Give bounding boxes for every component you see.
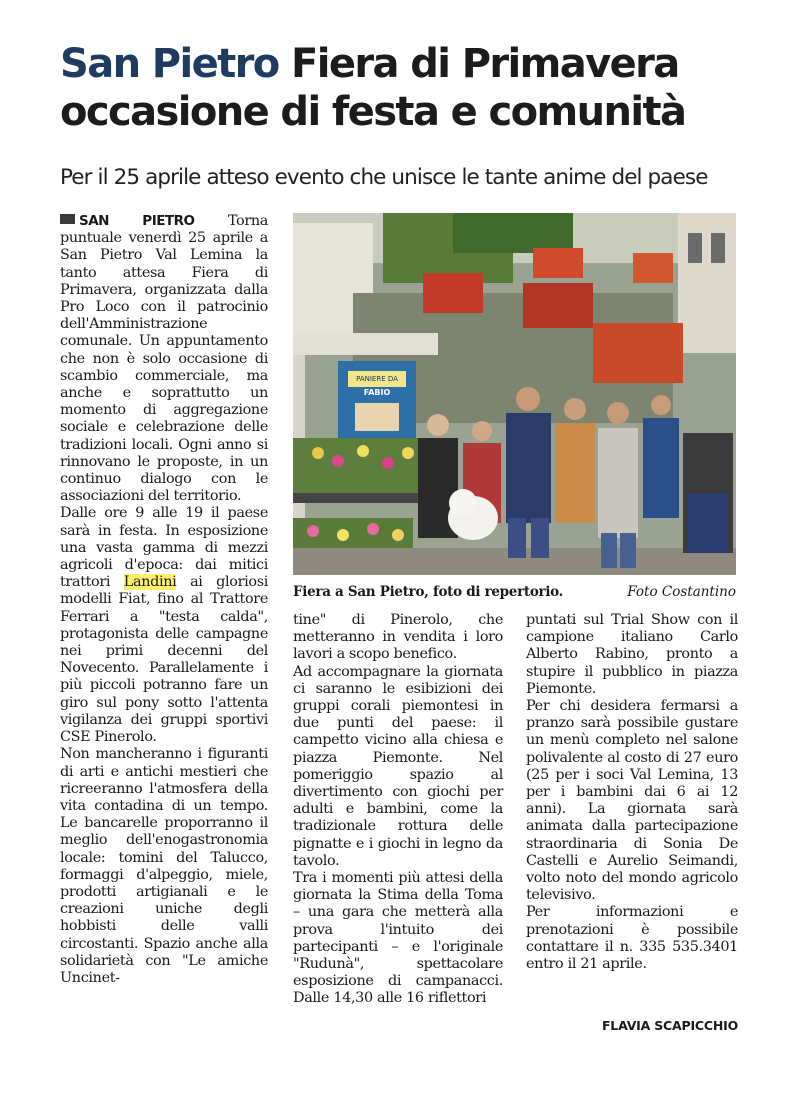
article-paragraph: Tra i momenti più attesi della giornata la Stima della Toma – una gara che metterà alla prova l'intuito dei partecipanti – e l'originale "Rudunà", spettacolare esposizione di campanacci. Dalle 14,30 alle 16 riflettori — [293, 870, 503, 1007]
headline-kicker: San Pietro — [60, 41, 279, 87]
photo-credit: Foto Costantino — [627, 584, 736, 600]
subtitle: Per il 25 aprile atteso evento che unisce le tante anime del paese — [60, 165, 708, 190]
headline — [60, 40, 760, 136]
article-column-1 — [60, 213, 268, 987]
paragraph-text: Torna puntuale venerdì 25 aprile a San Pietro Val Lemina la tanto attesa Fiera di Primavera, organizzata dalla Pro Loco con il patrocinio dell'Amministrazione comunale. Un appuntamento che non è solo occasione di scambio commerciale, ma anche e soprattutto un momento di aggregazione sociale e celebrazione delle tradizioni locali. Ogni anno si rinnovano le proposte, in un continuo dialogo con le associazioni del territorio. — [60, 213, 268, 505]
article-paragraph: Non mancheranno i figuranti di arti e antichi mestieri che ricreeranno l'atmosfera della vita contadina di un tempo. Le bancarelle proporranno il meglio dell'enogastronomia locale: tomini del Talucco, formaggi d'alpeggio, miele, prodotti artigianali e le creazioni uniche degli hobbisti delle valli circostanti. Spazio anche alla solidarietà con "Le amiche Uncinet- — [60, 746, 268, 986]
caption-text: Fiera a San Pietro, foto di repertorio. — [293, 584, 564, 600]
headline-title: Fiera di Primavera occasione di festa e comunità — [60, 41, 686, 135]
article-paragraph: Per chi desidera fermarsi a pranzo sarà possibile gustare un menù completo nel salone polivalente al costo di 27 euro (25 per i soci Val Lemina, 13 per i bambini dai 6 ai 12 anni). La giornata sarà animata dalla partecipazione straordinaria di Sonia De Castelli e Aurelio Seimandi, volto noto del mondo agricolo televisivo. — [526, 698, 738, 904]
article-column-3 — [526, 612, 738, 973]
fair-photo — [293, 213, 736, 575]
article-paragraph: tine" di Pinerolo, che metteranno in vendita i loro lavori a scopo benefico. — [293, 612, 503, 663]
article-paragraph: Per informazioni e prenotazioni è possibile contattare il n. 335 535.3401 entro il 21 aprile. — [526, 904, 738, 973]
paragraph-text: ai gloriosi modelli Fiat, fino al Trattore Ferrari a "testa calda", protagonista delle campagne nei primi decenni del Novecento. Parallelamente i più piccoli potranno fare un giro sul pony sotto l'attenta vigilanza dei gruppi sportivi CSE Pinerolo. — [60, 574, 268, 746]
stall-sign-line1: PANIERE DA — [356, 375, 398, 383]
dateline-square-icon — [60, 214, 75, 224]
article-paragraph — [60, 213, 268, 505]
article-column-2 — [293, 612, 503, 1008]
photo-caption — [293, 583, 736, 603]
fair-photo-illustration — [293, 213, 736, 575]
author-byline: FLAVIA SCAPICCHIO — [601, 1018, 738, 1033]
article-paragraph: puntati sul Trial Show con il campione italiano Carlo Alberto Rabino, pronto a stupire il pubblico in piazza Piemonte. — [526, 612, 738, 697]
highlighted-word: Landini — [123, 574, 177, 591]
dateline: SAN PIETRO — [79, 213, 195, 229]
article-paragraph — [60, 505, 268, 746]
paragraph-text: Dalle ore 9 alle 19 il paese sarà in festa. In esposizione una vasta gamma di mezzi agricoli d'epoca: dai mitici trattori — [60, 505, 268, 591]
article-paragraph: Ad accompagnare la giornata ci saranno le esibizioni dei gruppi corali piemontesi in due punti del paese: il campetto vicino alla chiesa e piazza Piemonte. Nel pomeriggio spazio al divertimento con giochi per adulti e bambini, come la tradizionale rottura delle pignatte e i giochi in legno da tavolo. — [293, 663, 503, 869]
stall-sign-line2: FABIO — [363, 388, 391, 397]
